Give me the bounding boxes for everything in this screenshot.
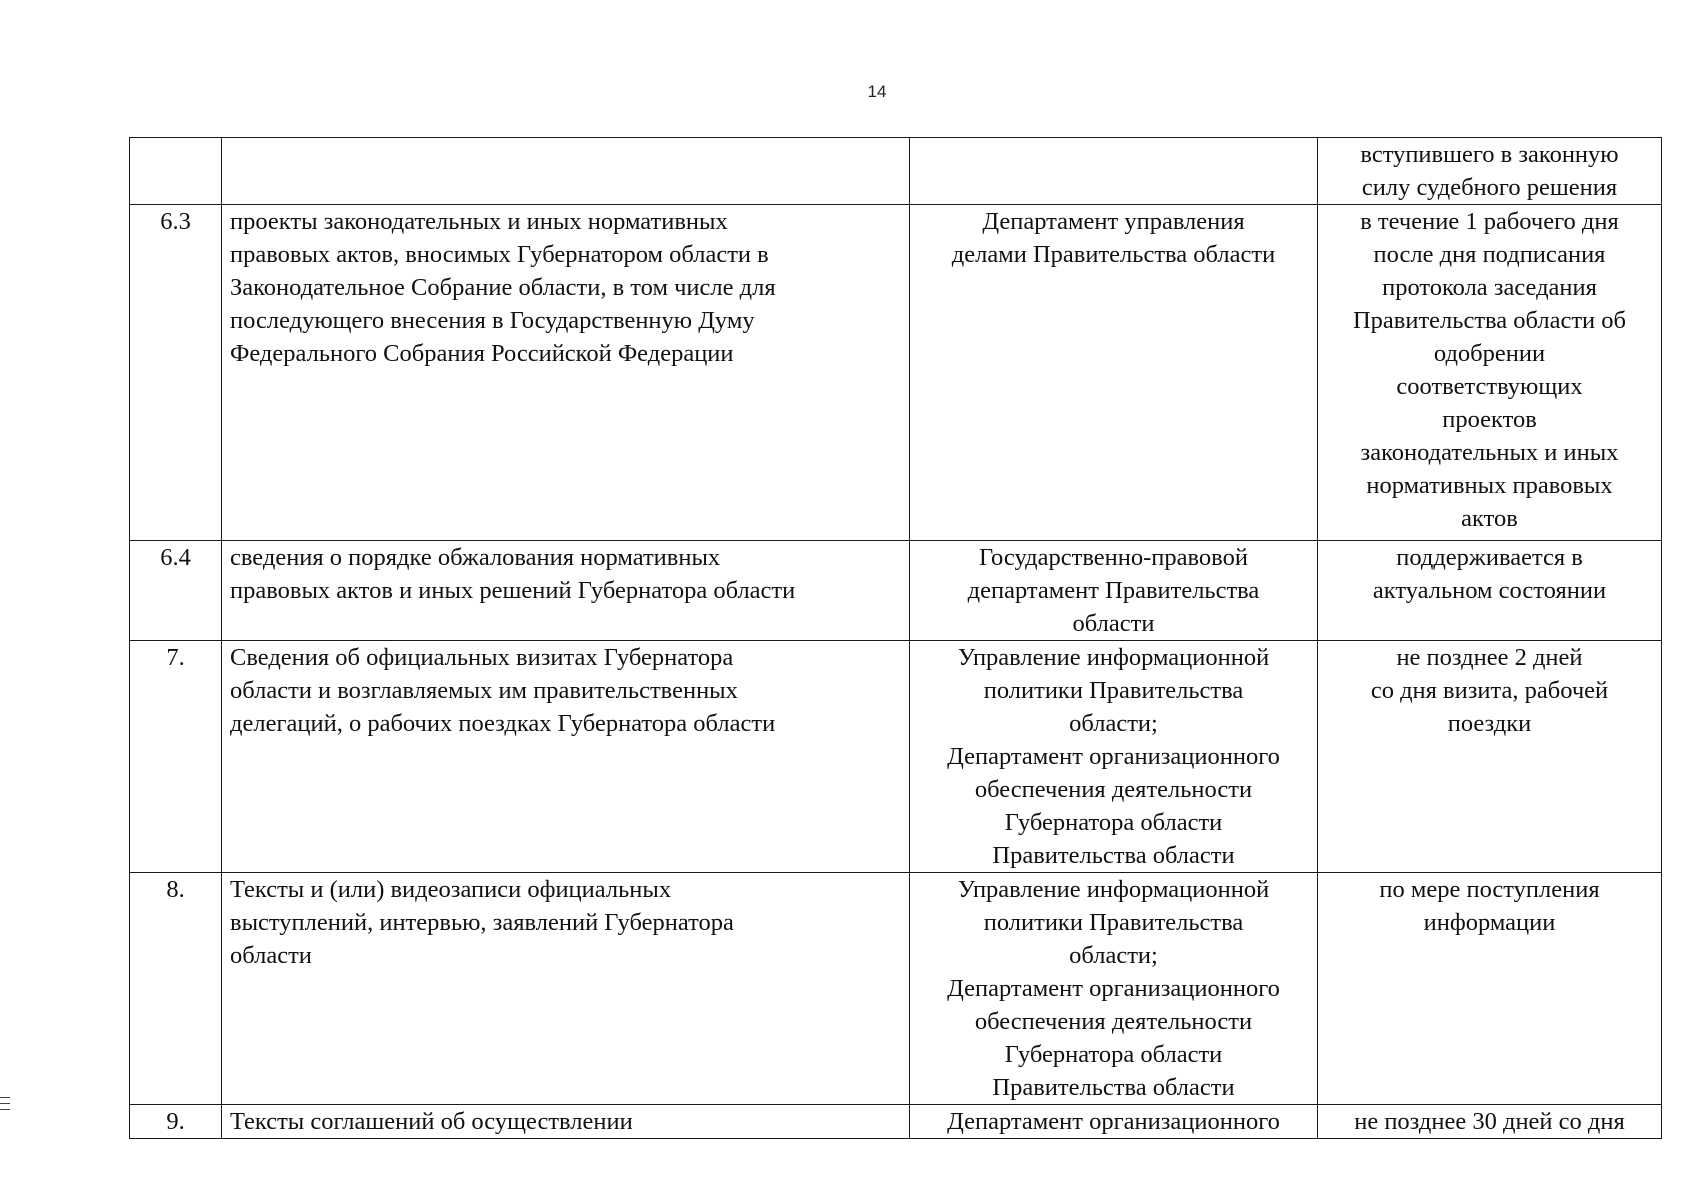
responsible-cell: Управление информационной политики Правительства области; Департамент организационного обеспечения деятельности Губернатора области Правительства области (910, 641, 1318, 873)
responsible-cell: Управление информационной политики Правительства области; Департамент организационного обеспечения деятельности Губернатора области Правительства области (910, 873, 1318, 1105)
term-cell: по мере поступления информации (1318, 873, 1662, 1105)
table-row (130, 541, 1662, 641)
term-cell: не позднее 2 дней со дня визита, рабочей поездки (1318, 641, 1662, 873)
document-table (129, 137, 1662, 1139)
row-number-cell (130, 138, 222, 205)
responsible-cell (910, 138, 1318, 205)
scan-margin-mark (0, 1109, 10, 1110)
content-cell: Тексты соглашений об осуществлении (222, 1105, 910, 1139)
term-cell: поддерживается в актуальном состоянии (1318, 541, 1662, 641)
page-number: 14 (867, 82, 887, 101)
content-cell (222, 138, 910, 205)
table-row (130, 138, 1662, 205)
row-number-cell: 6.4 (130, 541, 222, 641)
table-row (130, 873, 1662, 1105)
responsible-cell: Департамент организационного (910, 1105, 1318, 1139)
scan-margin-mark (0, 1103, 10, 1104)
term-cell: в течение 1 рабочего дня после дня подписания протокола заседания Правительства области об одобрении соответствующих проектов законодательных и иных нормативных правовых актов (1318, 205, 1662, 541)
term-cell: не позднее 30 дней со дня (1318, 1105, 1662, 1139)
row-number-cell: 8. (130, 873, 222, 1105)
row-number-cell: 9. (130, 1105, 222, 1139)
content-cell: Тексты и (или) видеозаписи официальных выступлений, интервью, заявлений Губернатора области (222, 873, 910, 1105)
row-number-cell: 7. (130, 641, 222, 873)
term-cell: вступившего в законную силу судебного решения (1318, 138, 1662, 205)
responsible-cell: Государственно-правовой департамент Правительства области (910, 541, 1318, 641)
responsible-cell: Департамент управления делами Правительства области (910, 205, 1318, 541)
table-row (130, 1105, 1662, 1139)
content-cell: проекты законодательных и иных нормативных правовых актов, вносимых Губернатором области в Законодательное Собрание области, в том числе для последующего внесения в Государственную Думу Федерального Собрания Российской Федерации (222, 205, 910, 541)
scan-margin-mark (0, 1097, 10, 1098)
content-cell: сведения о порядке обжалования нормативных правовых актов и иных решений Губернатора области (222, 541, 910, 641)
row-number-cell: 6.3 (130, 205, 222, 541)
table-row (130, 641, 1662, 873)
table-row (130, 205, 1662, 541)
content-cell: Сведения об официальных визитах Губернатора области и возглавляемых им правительственных делегаций, о рабочих поездках Губернатора области (222, 641, 910, 873)
